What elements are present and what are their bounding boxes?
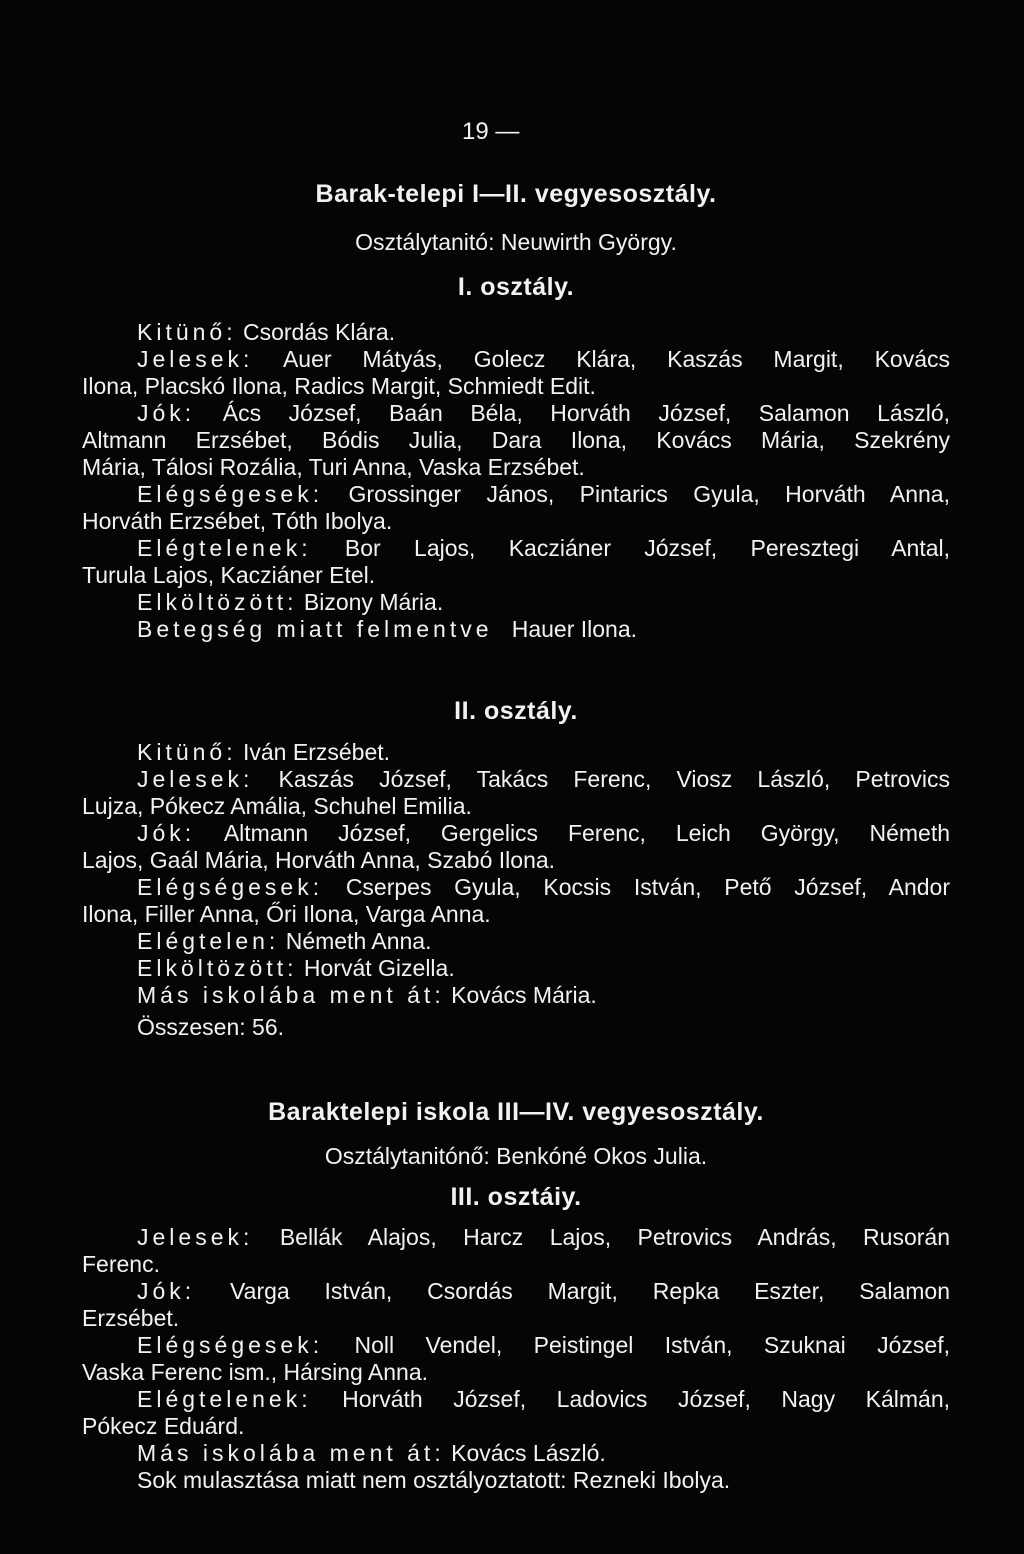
elegtelen-label: Elégtelen: [137, 928, 280, 954]
elegtelenek-label: Elégtelenek: [137, 535, 312, 561]
jok-label: Jók: [137, 400, 196, 426]
kitunok-names: Iván Erzsébet. [243, 739, 391, 765]
jelesek-line [82, 345, 950, 373]
elkoltozott-label: Elköltözött: [137, 955, 298, 981]
mas-iskola-line [82, 1439, 950, 1467]
sok-mulasztas-label: Sok mulasztása miatt nem osztályoztatott: [137, 1467, 567, 1493]
elegtelen-names: Németh Anna. [285, 928, 432, 954]
section-title: Barak-telepi I—II. vegyesosztály. [315, 180, 717, 208]
elegsegesek-names: Cserpes Gyula, Kocsis István, Pető József, Andor [345, 874, 950, 900]
elkoltozott-label: Elköltözött: [137, 589, 298, 615]
jok-names: Altmann József, Gergelics Ferenc, Leich György, Németh [223, 820, 951, 846]
jelesek-line-cont: Lujza, Pókecz Amália, Schuhel Emilia. [82, 793, 472, 819]
jok-line-cont: Mária, Tálosi Rozália, Turi Anna, Vaska Erzsébet. [82, 454, 585, 480]
kitunok-line [82, 738, 950, 766]
jelesek-line [82, 765, 950, 793]
elegsegesek-label: Elégségesek: [137, 481, 324, 507]
elkoltozott-line [82, 954, 950, 982]
jelesek-line [82, 1223, 950, 1251]
class-title: I. osztály. [457, 273, 575, 301]
jelesek-names: Auer Mátyás, Golecz Klára, Kaszás Margit, Kovács [282, 346, 950, 372]
elkoltozott-names: Bizony Mária. [303, 589, 444, 615]
jelesek-line-cont: Ferenc. [82, 1251, 160, 1277]
elegsegesek-line [82, 873, 950, 901]
jok-label: Jók: [137, 820, 196, 846]
section-teacher: Osztálytanitó: Neuwirth György. [355, 229, 677, 255]
betegseg-label: Betegség miatt felmentve [137, 616, 493, 642]
jelesek-label: Jelesek: [137, 766, 254, 792]
betegseg-names: Hauer Ilona. [511, 616, 638, 642]
betegseg-line [82, 615, 950, 643]
elegtelenek-label: Elégtelenek: [137, 1386, 312, 1412]
elegtelenek-line-cont: Turula Lajos, Kacziáner Etel. [82, 562, 376, 588]
kitunok-names: Csordás Klára. [243, 319, 396, 345]
jelesek-label: Jelesek: [137, 346, 254, 372]
elegtelenek-names: Horváth József, Ladovics József, Nagy Kálmán, [342, 1386, 951, 1412]
jelesek-line-cont: Ilona, Placskó Ilona, Radics Margit, Schmiedt Edit. [82, 373, 596, 399]
kitunok-label: Kitünő: [137, 739, 237, 765]
jok-line [82, 1277, 950, 1305]
jelesek-names: Bellák Alajos, Harcz Lajos, Petrovics András, Rusorán [279, 1224, 950, 1250]
elegsegesek-names: Grossinger János, Pintarics Gyula, Horváth Anna, [348, 481, 950, 507]
jok-line-cont: Erzsébet. [82, 1305, 180, 1331]
elegsegesek-line-cont: Vaska Ferenc ism., Hársing Anna. [82, 1359, 428, 1385]
mas-iskola-line [82, 981, 950, 1009]
elegtelen-line [82, 927, 950, 955]
elkoltozott-line [82, 588, 950, 616]
elegsegesek-names: Noll Vendel, Peistingel István, Szuknai József, [354, 1332, 951, 1358]
class-title: II. osztály. [454, 697, 578, 725]
jok-line [82, 399, 950, 427]
class-title: III. osztáiy. [450, 1183, 582, 1211]
mas-iskola-label: Más iskolába ment át: [137, 982, 445, 1008]
sok-mulasztas-line [82, 1466, 950, 1494]
page-number: 19 — [462, 118, 520, 145]
section-teacher: Osztálytanitónő: Benkóné Okos Julia. [324, 1143, 708, 1169]
jok-line-cont: Lajos, Gaál Mária, Horváth Anna, Szabó Ilona. [82, 847, 556, 873]
jok-names: Varga István, Csordás Margit, Repka Eszter, Salamon [230, 1278, 950, 1304]
jelesek-names: Kaszás József, Takács Ferenc, Viosz László, Petrovics [278, 766, 951, 792]
jok-line [82, 819, 950, 847]
kitunok-label: Kitünő: [137, 319, 237, 345]
elegsegesek-line [82, 1331, 950, 1359]
elkoltozott-names: Horvát Gizella. [303, 955, 455, 981]
elegtelenek-line [82, 534, 950, 562]
elegsegesek-label: Elégségesek: [137, 874, 324, 900]
mas-iskola-names: Kovács László. [451, 1440, 606, 1466]
mas-iskola-label: Más iskolába ment át: [137, 1440, 445, 1466]
kitunok-line [82, 318, 950, 346]
sok-mulasztas-names: Rezneki Ibolya. [572, 1467, 731, 1493]
section-title: Baraktelepi iskola III—IV. vegyesosztály. [268, 1098, 764, 1126]
elegsegesek-label: Elégségesek: [137, 1332, 324, 1358]
elegtelenek-line [82, 1385, 950, 1413]
mas-iskola-names: Kovács Mária. [451, 982, 597, 1008]
elegtelenek-line-cont: Pókecz Eduárd. [82, 1413, 245, 1439]
jok-line-cont: Altmann Erzsébet, Bódis Julia, Dara Ilona, Kovács Mária, Szekrény [82, 427, 950, 453]
elegsegesek-line [82, 480, 950, 508]
jok-label: Jók: [137, 1278, 196, 1304]
elegtelenek-names: Bor Lajos, Kacziáner József, Peresztegi Antal, [344, 535, 951, 561]
jelesek-label: Jelesek: [137, 1224, 254, 1250]
total-line: Összesen: 56. [137, 1014, 285, 1040]
jok-names: Ács József, Baán Béla, Horváth József, Salamon László, [222, 400, 951, 426]
elegsegesek-line-cont: Ilona, Filler Anna, Őri Ilona, Varga Anna. [82, 901, 491, 927]
elegsegesek-line-cont: Horváth Erzsébet, Tóth Ibolya. [82, 508, 393, 534]
